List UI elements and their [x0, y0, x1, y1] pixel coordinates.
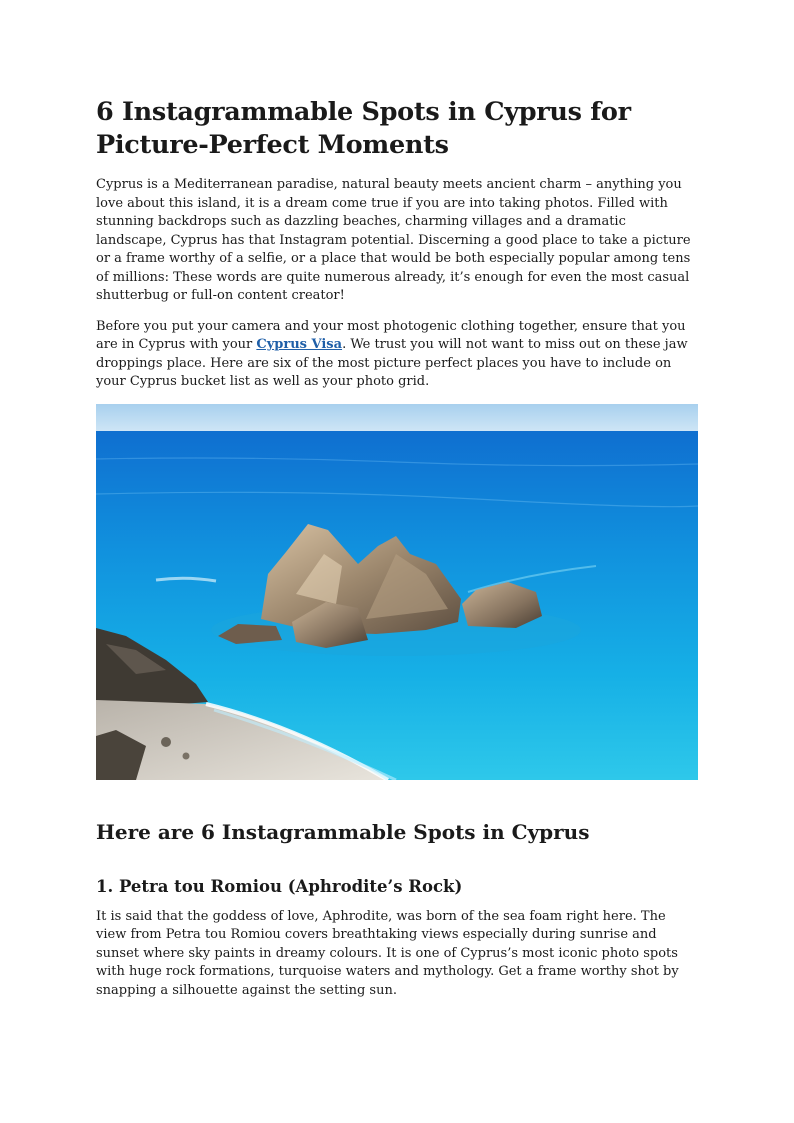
aphrodites-rock-photo: [96, 404, 698, 780]
article-body: [96, 96, 698, 1012]
spot-heading: 1. Petra tou Romiou (Aphrodite’s Rock): [96, 876, 463, 896]
cyprus-visa-link[interactable]: Cyprus Visa: [256, 337, 343, 352]
intro-paragraph: Cyprus is a Mediterranean paradise, natural beauty meets ancient charm – anything you love about this island, it is a dream come true if you are into taking photos. Filled with stunning backdrops such as dazzling beaches, charming villages and a dramatic landscape, Cyprus has that Instagram potential. Discerning a good place to take a picture or a frame worthy of a selfie, or a place that would be both especially popular among tens of millions: These words are quite numerous already, it’s enough for even the most casual shutterbug or full-on content creator!: [96, 177, 691, 303]
visa-paragraph-lead: Before you put your camera and your most photogenic clothing together, ensure that you are in Cyprus with your: [96, 318, 686, 352]
section-heading: Here are 6 Instagrammable Spots in Cyprus: [96, 819, 590, 844]
article-title: 6 Instagrammable Spots in Cyprus for Picture-Perfect Moments: [96, 97, 631, 160]
visa-paragraph: [96, 318, 698, 392]
visa-paragraph-tail: . We trust you will not want to miss out on these jaw droppings place. Here are six of the most picture perfect places you have to include on your Cyprus bucket list as well as your photo grid.: [96, 337, 688, 389]
spot-description: It is said that the goddess of love, Aphrodite, was born of the sea foam right here. The view from Petra tou Romiou covers breathtaking views especially during sunrise and sunset where sky paints in dreamy colours. It is one of Cyprus’s most iconic photo spots with huge rock formations, turquoise waters and mythology. Get a frame worthy shot by snapping a silhouette against the setting sun.: [96, 908, 679, 998]
